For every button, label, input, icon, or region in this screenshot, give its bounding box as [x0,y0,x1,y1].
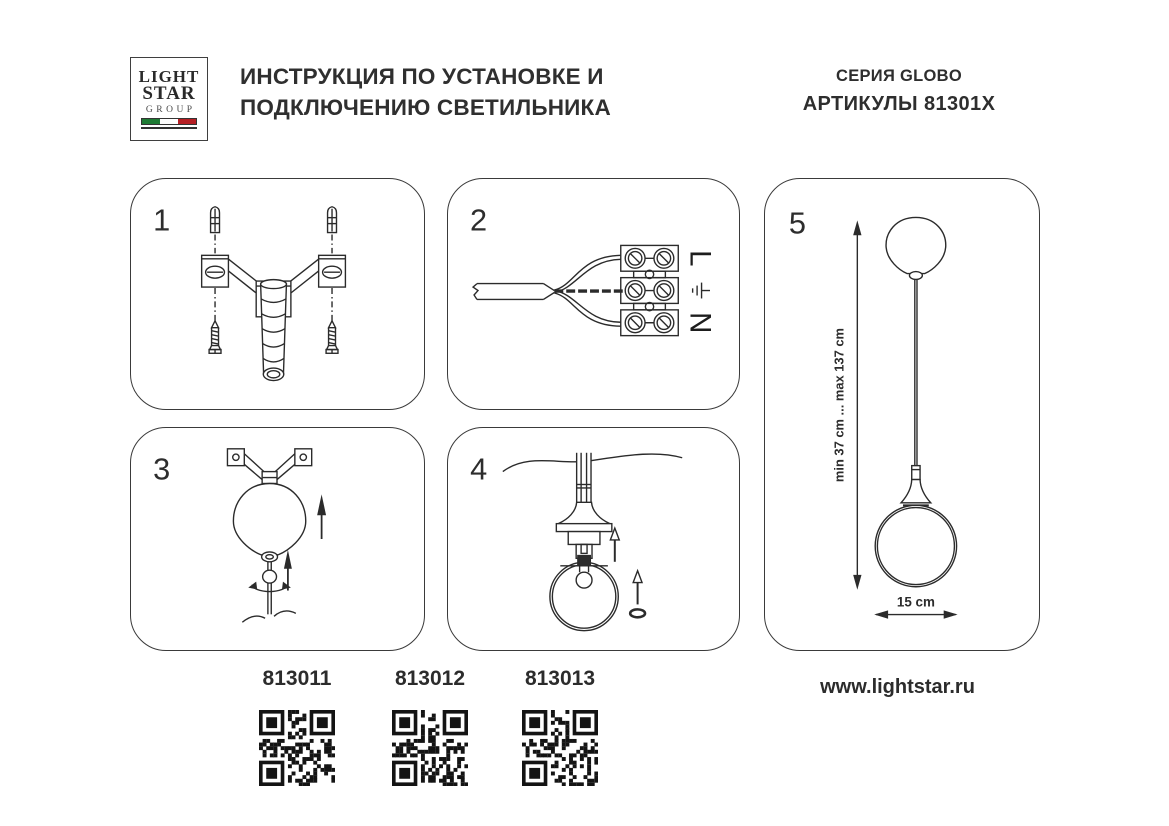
mounting-bracket-drawing [131,179,424,409]
pendant-stem [556,453,612,559]
pendant-lamp [875,217,956,586]
page-title-line2: ПОДКЛЮЧЕНИЮ СВЕТИЛЬНИКА [240,95,611,120]
screw-icon [209,321,221,354]
diameter-label: 15 cm [896,594,935,610]
italian-flag-icon [141,118,197,125]
series-label: СЕРИЯ GLOBO [835,67,963,85]
globe-install-drawing [448,428,739,650]
screw-icon [326,321,338,354]
threaded-tube [261,280,287,381]
up-arrow-outline-icon [610,528,619,562]
canopy-shape [233,484,305,555]
ceiling-line [503,454,682,472]
step-1-number: 1 [153,202,171,238]
bracket-plate [319,255,346,287]
step-3-number: 3 [153,451,171,487]
logo-light: LIGHT [138,67,200,86]
panel-step-3 [130,427,425,651]
panel-step-4 [447,427,740,651]
article-number-1: 813011 [262,667,332,690]
series-block [780,67,1018,116]
panel-step-1 [130,178,425,410]
strain-relief-ball [263,570,277,583]
step-2-number: 2 [470,202,488,238]
logo-star: STAR [142,83,196,104]
article-number-2: 813012 [394,667,466,690]
up-arrow-outline-icon [633,571,642,605]
panel-step-5 [764,178,1040,651]
lamp-dimensions-drawing [765,179,1039,650]
earth-icon [693,283,710,299]
qr-code-813013 [522,710,598,786]
retaining-ring-icon [630,609,645,617]
canopy-install-drawing [131,428,424,650]
bracket-plate [202,255,229,287]
label-neutral: N [683,312,717,334]
page-title-line1: ИНСТРУКЦИЯ ПО УСТАНОВКЕ И [240,64,604,89]
logo-underline [141,127,197,129]
website-url: www.lightstar.ru [820,676,975,698]
step-5-number: 5 [788,205,806,241]
qr-code-813011 [259,710,335,786]
page-title [240,61,611,123]
qr-code-813012 [392,710,468,786]
lightstar-logo [130,57,208,141]
step-4-number: 4 [470,451,488,487]
up-arrow-icon [317,494,326,539]
label-live: L [683,250,717,267]
panel-step-2 [447,178,740,410]
power-cable [473,284,554,300]
terminal-block [621,245,679,335]
articles-label: АРТИКУЛЫ 81301X [802,93,996,115]
diameter-dimension [874,610,957,618]
height-range-label: min 37 cm ... max 137 cm [831,328,847,483]
height-dimension [853,220,861,589]
wall-plug-icon [211,207,220,233]
wires [554,255,622,326]
terminal-block-drawing [448,179,739,409]
wall-plug-icon [328,207,337,233]
glass-globe [550,555,618,631]
article-number-3: 813013 [524,667,596,690]
logo-group: GROUP [145,105,196,115]
